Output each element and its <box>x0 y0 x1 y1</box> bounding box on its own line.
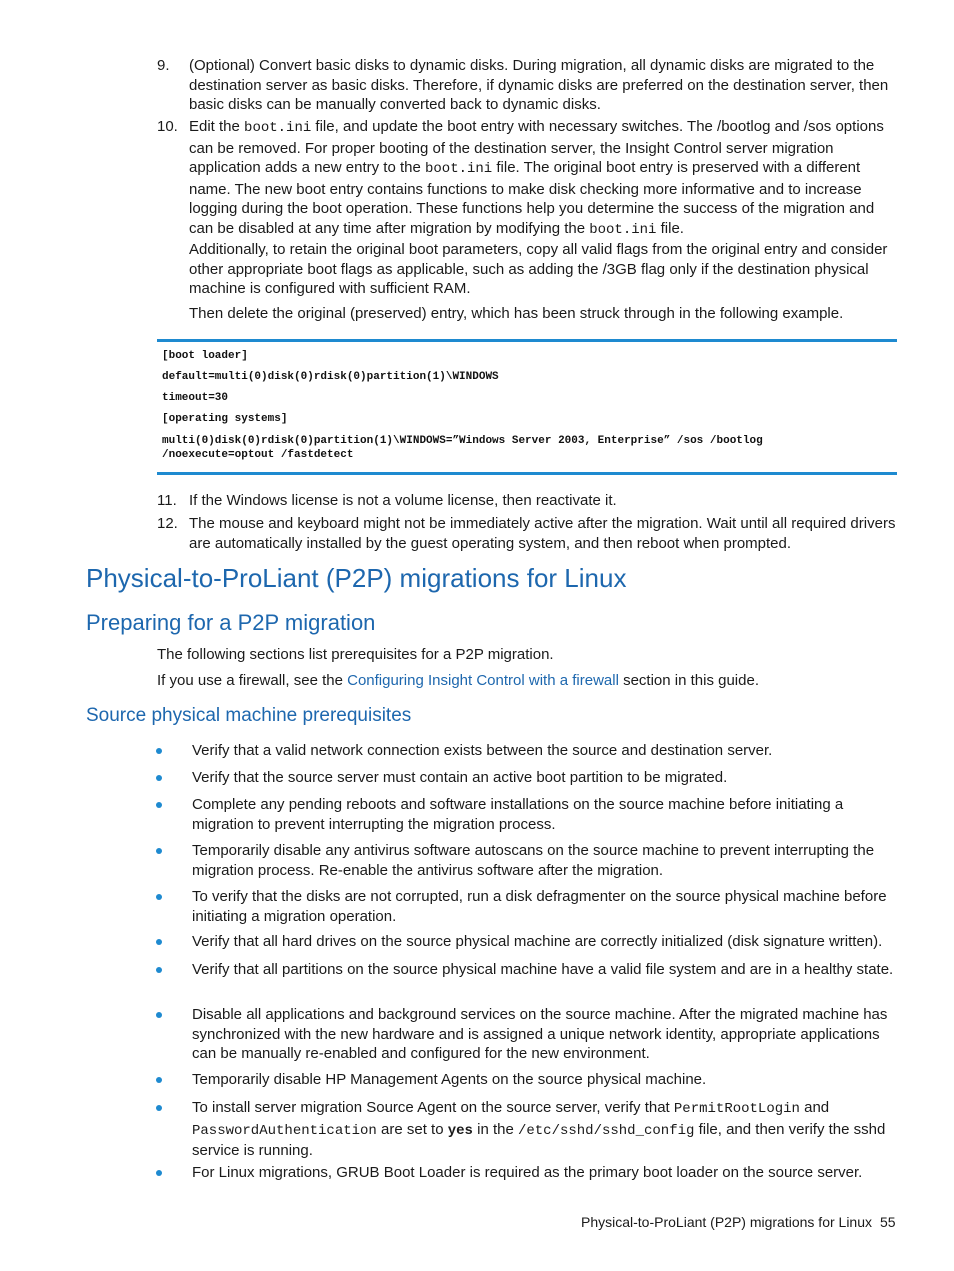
paragraph-text: If you use a firewall, see the <box>157 672 348 689</box>
paragraph-text: section in this guide. <box>618 672 759 689</box>
code-line: [boot loader] <box>162 350 248 362</box>
inline-code: boot.ini <box>244 120 312 136</box>
step-number: 9. <box>157 57 170 74</box>
step-text-part: file. <box>656 219 684 237</box>
bullet-item <box>192 1070 900 1090</box>
bullet-dot-icon <box>156 775 162 781</box>
bullet-dot-icon <box>156 802 162 808</box>
bullet-item-source-agent <box>192 1098 900 1161</box>
bullet-dot-icon <box>156 939 162 945</box>
bullet-text: Verify that all partitions on the source physical machine have a valid file system and are in a healthy state. <box>192 961 894 978</box>
step-text-part: Edit the <box>189 118 245 135</box>
step-10-additional-paragraph: Additionally, to retain the original boot parameters, copy all valid flags from the original entry and consider other appropriate boot flags as applicable, such as adding the /3GB flag only if the destination physical machine is configured with sufficient RAM. <box>189 241 888 297</box>
step-12 <box>157 514 901 553</box>
step-text-part: file. The original boot entry is preserved with a different name. The new boot entry contains functions to make disk checking more informative and to increase logging during the boot operation. These functions help you determine the success of the migration and can be disabled at any time after migration by modifying the <box>189 159 875 237</box>
bullet-item <box>192 841 900 880</box>
step-text: (Optional) Convert basic disks to dynamic disks. During migration, all dynamic disks are migrated to the destination server as basic disks. Therefore, if dynamic disks are preferred on the destination server, then basic disks can be manually converted back to dynamic disks. <box>189 57 889 113</box>
step-10-delete-paragraph: Then delete the original (preserved) entry, which has been struck through in the following example. <box>189 305 844 322</box>
bullet-item <box>192 795 900 834</box>
step-number: 12. <box>157 515 178 532</box>
bullet-text: Verify that a valid network connection exists between the source and destination server. <box>192 742 773 759</box>
bullet-text: are set to <box>376 1120 448 1138</box>
bullet-text: Complete any pending reboots and software installations on the source machine before initiating a migration to prevent interrupting the migration process. <box>192 796 844 833</box>
intro-paragraph: The following sections list prerequisites for a P2P migration. <box>157 646 554 663</box>
inline-code: yes <box>447 1122 473 1139</box>
bullet-text: Disable all applications and background services on the source machine. After the migrated machine has synchronized with the new hardware and is assigned a unique network identity, appropriate applications can be manually re-enabled and configured for the new environment. <box>192 1006 888 1062</box>
bullet-item <box>192 768 900 788</box>
bullet-text: Verify that the source server must contain an active boot partition to be migrated. <box>192 769 728 786</box>
step-text: The mouse and keyboard might not be immediately active after the migration. Wait until all required drivers are automatically installed by the guest operating system, and then reboot when prompted. <box>189 515 896 552</box>
bullet-dot-icon <box>156 1170 162 1176</box>
bullet-text: To install server migration Source Agent on the source server, verify that <box>192 1099 674 1116</box>
bullet-text: Verify that all hard drives on the source physical machine are correctly initialized (disk signature written). <box>192 933 883 950</box>
firewall-paragraph <box>157 671 897 691</box>
step-text: If the Windows license is not a volume license, then reactivate it. <box>189 492 617 509</box>
code-line: multi(0)disk(0)rdisk(0)partition(1)\WINDOWS=”Windows Server 2003, Enterprise” /sos /bootlog <box>162 435 763 447</box>
bullet-text: Temporarily disable HP Management Agents on the source physical machine. <box>192 1071 707 1088</box>
code-line: default=multi(0)disk(0)rdisk(0)partition(1)\WINDOWS <box>162 371 499 383</box>
code-block <box>157 339 897 475</box>
step-text-part: file, and update the boot entry with necessary switches. The /bootlog and /sos options can be removed. For proper booting of the destination server, the Insight Control server migration application adds a new entry to the <box>189 118 884 176</box>
prerequisites-heading: Source physical machine prerequisites <box>86 705 412 726</box>
page-number: 55 <box>880 1214 896 1230</box>
inline-code: boot.ini <box>425 161 493 177</box>
firewall-link[interactable]: Configuring Insight Control with a firewall <box>347 672 619 689</box>
bullet-dot-icon <box>156 894 162 900</box>
bullet-item <box>192 1005 900 1064</box>
bullet-dot-icon <box>156 1012 162 1018</box>
section-heading: Physical-to-ProLiant (P2P) migrations for Linux <box>86 563 627 593</box>
step-9 <box>157 56 901 115</box>
bullet-dot-icon <box>156 1105 162 1111</box>
step-10 <box>157 117 901 240</box>
bullet-text: in the <box>472 1120 518 1138</box>
bullet-text: and <box>799 1099 830 1116</box>
code-line: timeout=30 <box>162 392 229 404</box>
bullet-text: To verify that the disks are not corrupted, run a disk defragmenter on the source physical machine before initiating a migration operation. <box>192 888 887 925</box>
bullet-item <box>192 1163 900 1183</box>
inline-code: PasswordAuthentication <box>192 1122 377 1139</box>
bullet-dot-icon <box>156 848 162 854</box>
bullet-dot-icon <box>156 967 162 973</box>
bullet-text: file, and then verify the sshd service is running. <box>192 1120 886 1159</box>
bullet-item <box>192 932 900 952</box>
step-number: 10. <box>157 118 178 135</box>
subsection-heading: Preparing for a P2P migration <box>86 610 376 635</box>
footer-title: Physical-to-ProLiant (P2P) migrations for Linux <box>581 1214 873 1230</box>
bullet-text: For Linux migrations, GRUB Boot Loader is required as the primary boot loader on the source server. <box>192 1164 863 1181</box>
inline-code: boot.ini <box>589 221 657 238</box>
bullet-item <box>192 887 900 926</box>
code-line: [operating systems] <box>162 413 288 425</box>
step-11 <box>157 491 901 511</box>
code-line: /noexecute=optout /fastdetect <box>162 449 354 461</box>
bullet-dot-icon <box>156 748 162 754</box>
bullet-item <box>192 741 900 761</box>
inline-code: PermitRootLogin <box>673 1101 800 1117</box>
step-number: 11. <box>157 492 177 509</box>
inline-code: /etc/sshd/sshd_config <box>517 1122 695 1139</box>
bullet-text: Temporarily disable any antivirus software autoscans on the source machine to prevent interrupting the migration process. Re-enable the antivirus software after the migration. <box>192 842 875 879</box>
bullet-dot-icon <box>156 1077 162 1083</box>
bullet-item <box>192 960 900 980</box>
